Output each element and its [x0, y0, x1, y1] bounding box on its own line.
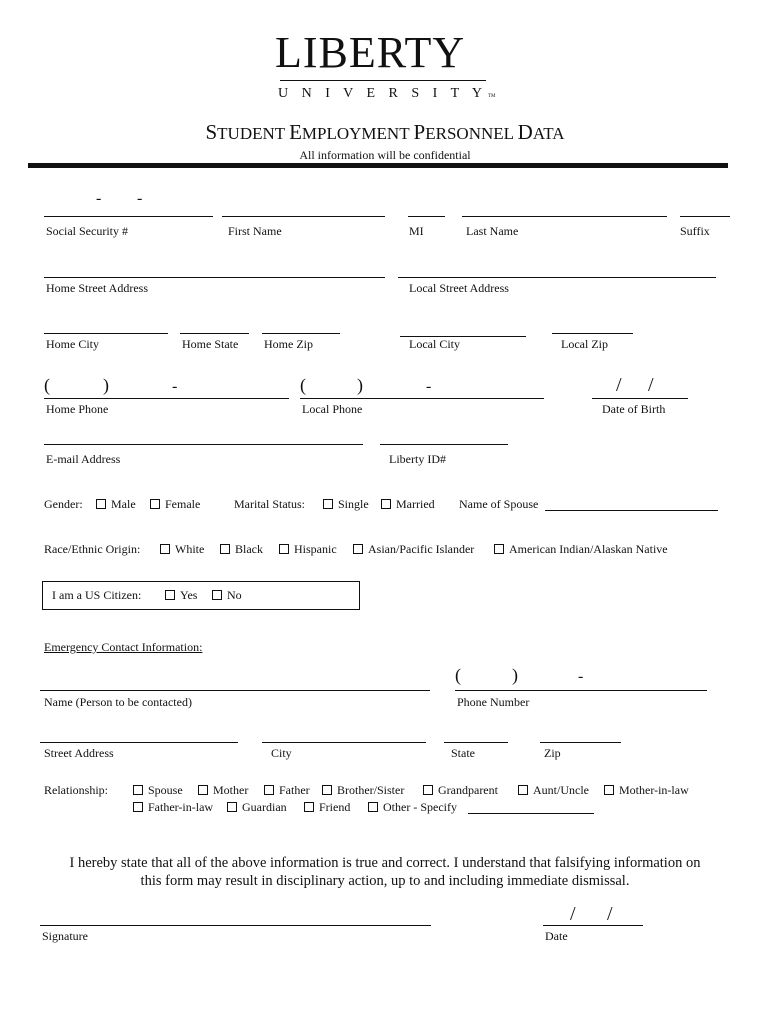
home-phone-paren-close: ): [103, 375, 109, 395]
logo-subtitle: U N I V E R S I T Y: [278, 86, 487, 101]
logo-trademark: TM: [488, 94, 496, 99]
sign-date-field[interactable]: [543, 925, 643, 926]
title-word: PERSONNEL: [413, 120, 514, 144]
suffix-field[interactable]: [680, 216, 730, 217]
relationship-option-brother-sister[interactable]: Brother/Sister: [322, 783, 404, 798]
checkbox-icon[interactable]: [279, 544, 289, 554]
dob-slash: /: [616, 374, 622, 396]
emergency-city-label: City: [271, 746, 292, 760]
emergency-phone-paren-open: (: [455, 665, 461, 685]
checkbox-icon[interactable]: [381, 499, 391, 509]
checkbox-icon[interactable]: [133, 802, 143, 812]
suffix-label: Suffix: [680, 224, 710, 238]
gender-label: Gender:: [44, 497, 83, 511]
mi-label: MI: [409, 224, 424, 238]
checkbox-icon[interactable]: [423, 785, 433, 795]
spouse-name-field[interactable]: [545, 510, 718, 511]
home-zip-field[interactable]: [262, 333, 340, 334]
mi-field[interactable]: [408, 216, 445, 217]
marital-option-single[interactable]: Single: [323, 497, 369, 512]
home-street-label: Home Street Address: [46, 281, 148, 295]
checkbox-icon[interactable]: [220, 544, 230, 554]
emergency-heading: Emergency Contact Information:: [44, 640, 203, 654]
race-option-black[interactable]: Black: [220, 542, 263, 557]
relationship-option-father[interactable]: Father: [264, 783, 310, 798]
spouse-name-label: Name of Spouse: [459, 497, 539, 511]
logo-rule: [280, 80, 486, 81]
sign-date-slash: /: [570, 903, 576, 925]
local-street-label: Local Street Address: [409, 281, 509, 295]
relationship-label: Relationship:: [44, 783, 108, 797]
race-option-american-indian[interactable]: American Indian/Alaskan Native: [494, 542, 668, 557]
logo-wordmark: LIBERTY: [275, 28, 466, 77]
ssn-dash: -: [96, 190, 102, 207]
home-phone-paren-open: (: [44, 375, 50, 395]
race-label: Race/Ethnic Origin:: [44, 542, 141, 556]
home-phone-field[interactable]: [44, 398, 289, 399]
dob-field[interactable]: [592, 398, 688, 399]
local-phone-label: Local Phone: [302, 402, 363, 416]
ssn-field[interactable]: [44, 216, 213, 217]
liberty-id-field[interactable]: [380, 444, 508, 445]
relationship-option-aunt-uncle[interactable]: Aunt/Uncle: [518, 783, 589, 798]
liberty-id-label: Liberty ID#: [389, 452, 446, 466]
first-name-label: First Name: [228, 224, 282, 238]
relationship-option-guardian[interactable]: Guardian: [227, 800, 287, 815]
home-city-label: Home City: [46, 337, 99, 351]
gender-option-male[interactable]: Male: [96, 497, 136, 512]
emergency-name-field[interactable]: [40, 690, 430, 691]
ssn-dash: -: [137, 190, 143, 207]
emergency-zip-field[interactable]: [540, 742, 621, 743]
emergency-zip-label: Zip: [544, 746, 561, 760]
page-subtitle: All information will be confidential: [299, 148, 471, 162]
emergency-street-label: Street Address: [44, 746, 114, 760]
liberty-logo: [270, 28, 510, 108]
checkbox-icon[interactable]: [198, 785, 208, 795]
last-name-field[interactable]: [462, 216, 667, 217]
home-phone-dash: -: [172, 378, 178, 395]
home-city-field[interactable]: [44, 333, 168, 334]
checkbox-icon[interactable]: [368, 802, 378, 812]
signature-field[interactable]: [40, 925, 431, 926]
checkbox-icon[interactable]: [96, 499, 106, 509]
relationship-option-mother-in-law[interactable]: Mother-in-law: [604, 783, 689, 798]
signature-label: Signature: [42, 929, 88, 943]
dob-slash: /: [648, 374, 654, 396]
gender-option-female[interactable]: Female: [150, 497, 200, 512]
checkbox-icon[interactable]: [518, 785, 528, 795]
marital-option-married[interactable]: Married: [381, 497, 435, 512]
local-city-label: Local City: [409, 337, 460, 351]
checkbox-icon[interactable]: [264, 785, 274, 795]
home-street-field[interactable]: [44, 277, 385, 278]
citizen-option-no[interactable]: No: [212, 588, 242, 603]
race-option-asian[interactable]: Asian/Pacific Islander: [353, 542, 474, 557]
home-phone-label: Home Phone: [46, 402, 109, 416]
emergency-state-field[interactable]: [444, 742, 508, 743]
citizen-option-yes[interactable]: Yes: [165, 588, 197, 603]
checkbox-icon[interactable]: [165, 590, 175, 600]
title-word: DATA: [517, 120, 565, 144]
title-word: EMPLOYMENT: [289, 120, 410, 144]
local-phone-dash: -: [426, 378, 432, 395]
race-option-hispanic[interactable]: Hispanic: [279, 542, 337, 557]
page-title: [0, 120, 770, 145]
checkbox-icon[interactable]: [322, 785, 332, 795]
home-zip-label: Home Zip: [264, 337, 313, 351]
relationship-other-field[interactable]: [468, 813, 594, 814]
emergency-street-field[interactable]: [40, 742, 238, 743]
checkbox-icon[interactable]: [604, 785, 614, 795]
sign-date-slash: /: [607, 903, 613, 925]
checkbox-icon[interactable]: [227, 802, 237, 812]
first-name-field[interactable]: [222, 216, 385, 217]
emergency-phone-field[interactable]: [455, 690, 707, 691]
checkbox-icon[interactable]: [150, 499, 160, 509]
local-street-field[interactable]: [398, 277, 716, 278]
header-divider: [28, 163, 728, 168]
emergency-phone-dash: -: [578, 668, 584, 685]
race-option-white[interactable]: White: [160, 542, 204, 557]
checkbox-icon[interactable]: [212, 590, 222, 600]
title-word: STUDENT: [205, 120, 285, 144]
checkbox-icon[interactable]: [133, 785, 143, 795]
local-phone-field[interactable]: [300, 398, 544, 399]
local-zip-field[interactable]: [552, 333, 633, 334]
local-phone-paren-open: (: [300, 375, 306, 395]
emergency-state-label: State: [451, 746, 475, 760]
local-zip-label: Local Zip: [561, 337, 608, 351]
checkbox-icon[interactable]: [353, 544, 363, 554]
local-phone-paren-close: ): [357, 375, 363, 395]
emergency-name-label: Name (Person to be contacted): [44, 695, 192, 709]
relationship-option-other[interactable]: Other - Specify: [368, 800, 457, 815]
email-label: E-mail Address: [46, 452, 121, 466]
checkbox-icon[interactable]: [304, 802, 314, 812]
statement-line-2: this form may result in disciplinary action, up to and including immediate dismissal.: [140, 873, 630, 889]
ssn-label: Social Security #: [46, 224, 128, 238]
relationship-option-friend[interactable]: Friend: [304, 800, 350, 815]
home-state-field[interactable]: [180, 333, 249, 334]
emergency-phone-label: Phone Number: [457, 695, 530, 709]
relationship-option-father-in-law[interactable]: Father-in-law: [133, 800, 213, 815]
citizen-label: I am a US Citizen:: [52, 588, 142, 602]
statement-line-1: I hereby state that all of the above information is true and correct. I understand that falsifying information on: [69, 855, 701, 871]
last-name-label: Last Name: [466, 224, 519, 238]
home-state-label: Home State: [182, 337, 239, 351]
marital-label: Marital Status:: [234, 497, 305, 511]
sign-date-label: Date: [545, 929, 568, 943]
relationship-option-spouse[interactable]: Spouse: [133, 783, 183, 798]
dob-label: Date of Birth: [602, 402, 666, 416]
email-field[interactable]: [44, 444, 363, 445]
emergency-phone-paren-close: ): [512, 665, 518, 685]
emergency-city-field[interactable]: [262, 742, 426, 743]
checkbox-icon[interactable]: [160, 544, 170, 554]
checkbox-icon[interactable]: [323, 499, 333, 509]
relationship-option-mother[interactable]: Mother: [198, 783, 248, 798]
relationship-option-grandparent[interactable]: Grandparent: [423, 783, 498, 798]
checkbox-icon[interactable]: [494, 544, 504, 554]
